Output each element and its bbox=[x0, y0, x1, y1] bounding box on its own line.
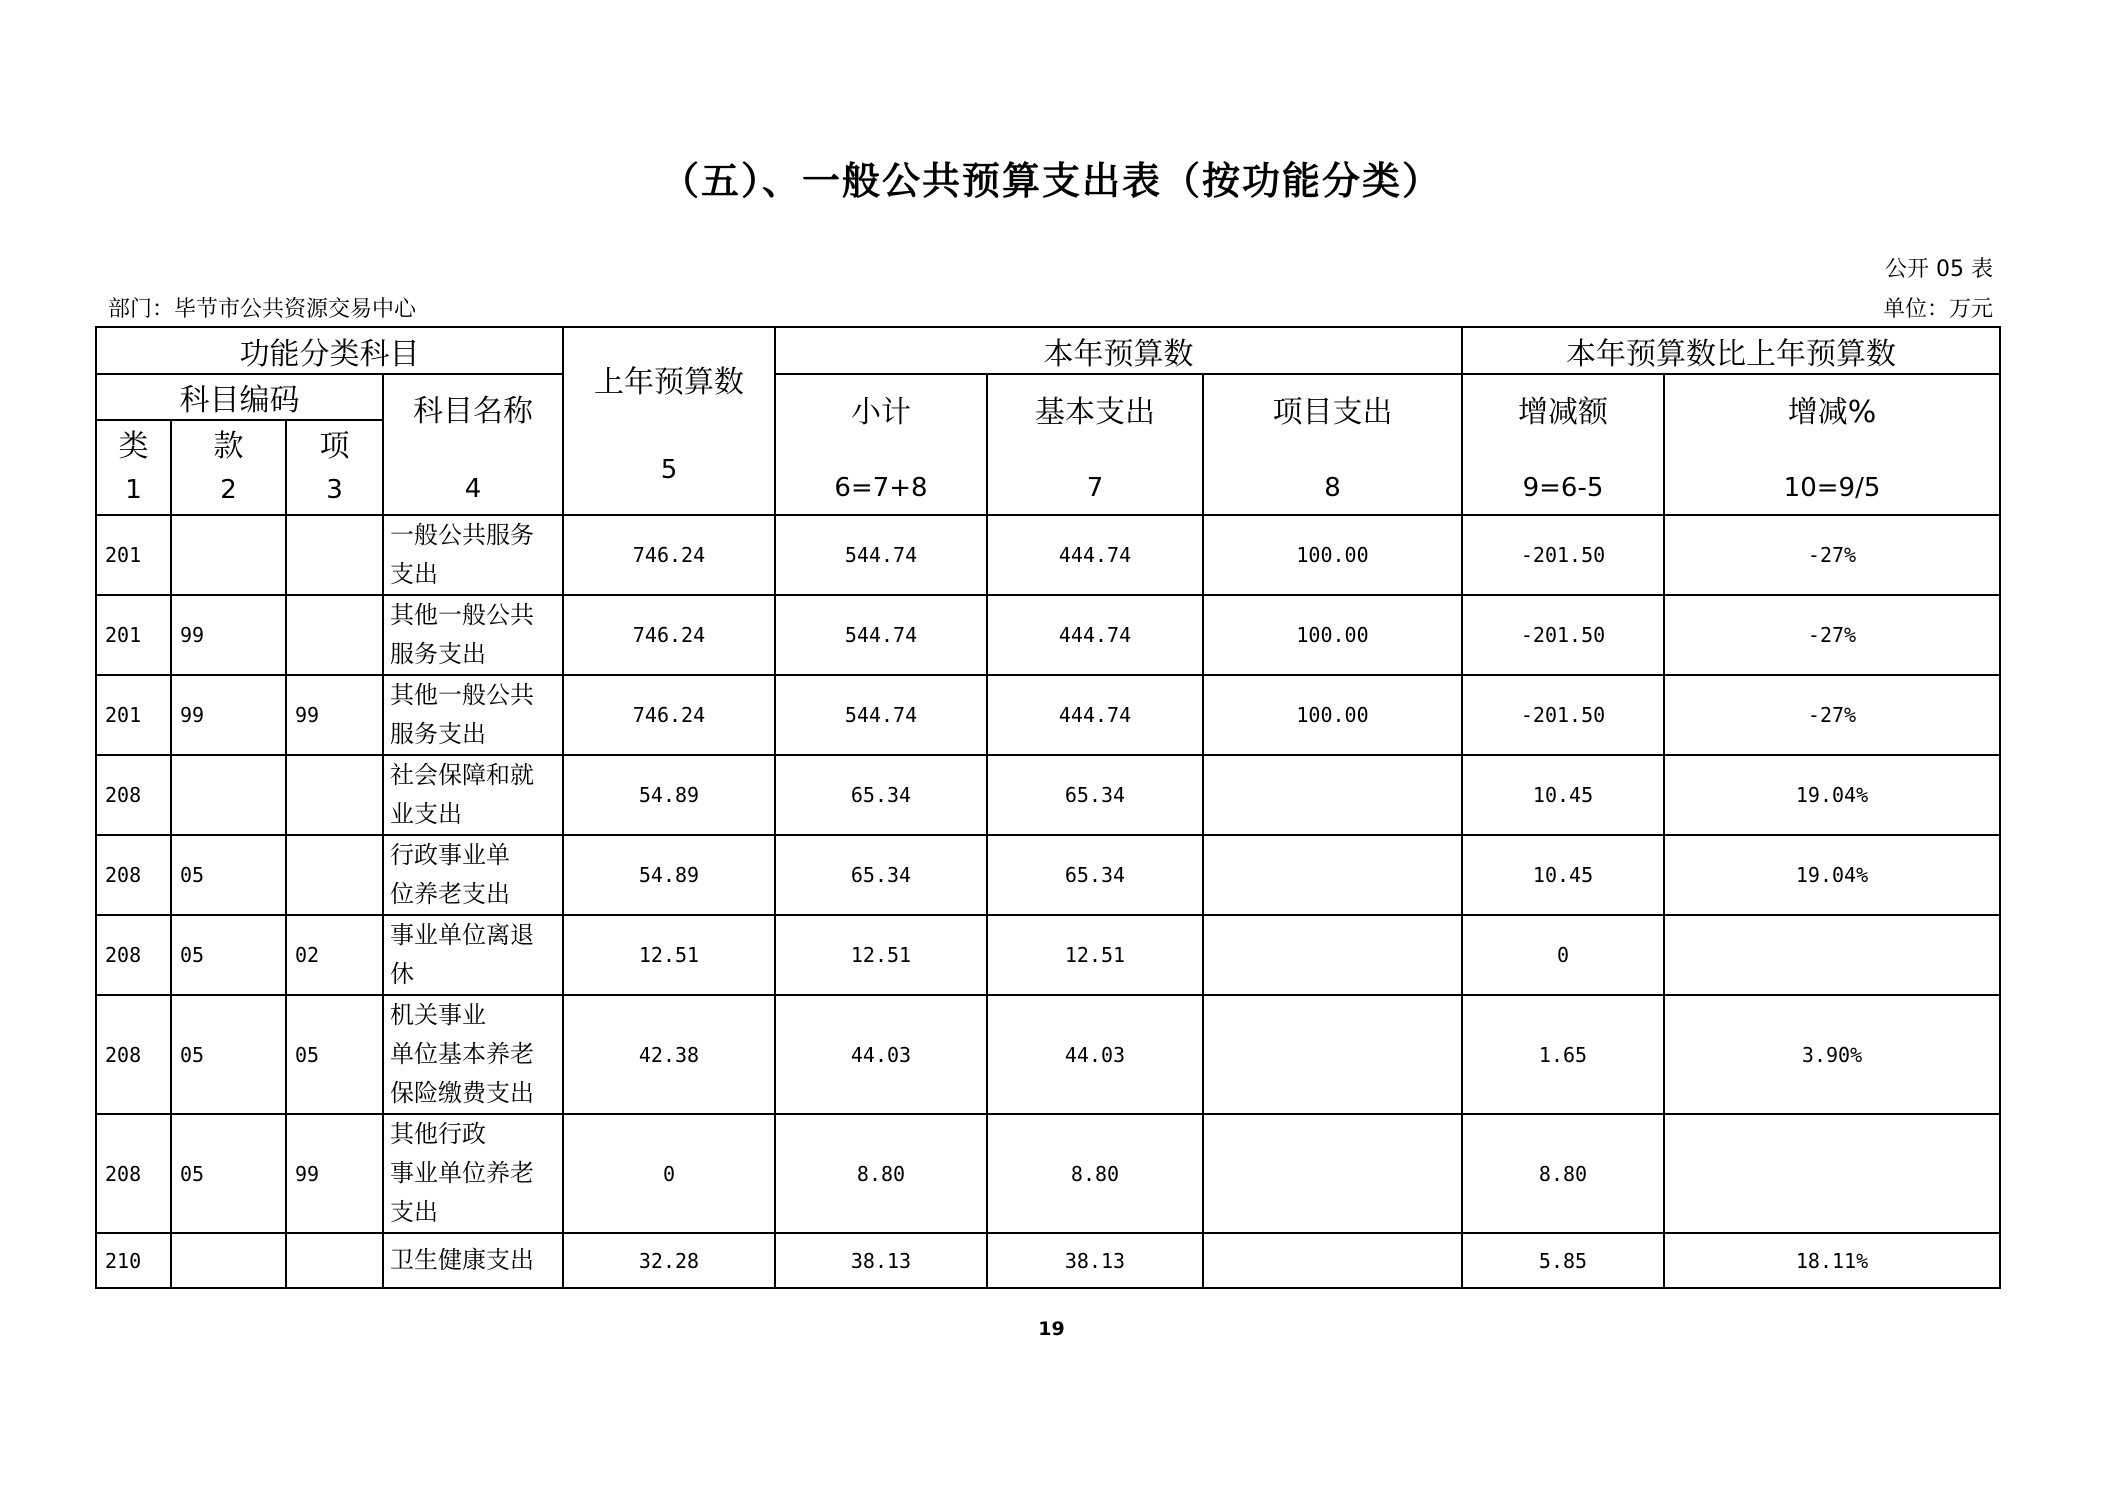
row-xiang bbox=[286, 835, 383, 915]
row-last-year: 12.51 bbox=[563, 915, 775, 995]
row-project: 100.00 bbox=[1203, 595, 1462, 675]
row-change-amount: -201.50 bbox=[1462, 515, 1664, 595]
table-row bbox=[96, 515, 2000, 595]
header-change-pct: 增减% 10=9/5 bbox=[1664, 374, 2000, 515]
row-name-line: 业支出 bbox=[390, 800, 462, 828]
row-name bbox=[383, 835, 563, 915]
row-name bbox=[383, 995, 563, 1114]
page-title: （五）、一般公共预算支出表（按功能分类） bbox=[660, 158, 1442, 203]
row-change-pct: 18.11% bbox=[1664, 1233, 2000, 1288]
row-change-pct bbox=[1664, 915, 2000, 995]
row-last-year: 746.24 bbox=[563, 595, 775, 675]
row-subtotal: 544.74 bbox=[775, 595, 987, 675]
header-current-group: 本年预算数 bbox=[775, 327, 1462, 374]
table-row bbox=[96, 1114, 2000, 1233]
row-name-line: 行政事业单 bbox=[390, 841, 510, 869]
row-last-year: 54.89 bbox=[563, 835, 775, 915]
row-name bbox=[383, 595, 563, 675]
page-number: 19 bbox=[1038, 1318, 1065, 1340]
header-basic: 基本支出 7 bbox=[987, 374, 1203, 515]
row-lei: 201 bbox=[96, 515, 171, 595]
row-name-line: 位养老支出 bbox=[390, 880, 510, 908]
header-change-amount: 增减额 9=6-5 bbox=[1462, 374, 1664, 515]
row-kuan: 99 bbox=[171, 675, 286, 755]
row-name-line: 机关事业 bbox=[390, 1001, 486, 1029]
row-name-line: 其他行政 bbox=[390, 1120, 486, 1148]
header-subtotal: 小计 6=7+8 bbox=[775, 374, 987, 515]
row-change-pct bbox=[1664, 1114, 2000, 1233]
row-change-pct: -27% bbox=[1664, 675, 2000, 755]
row-kuan: 05 bbox=[171, 835, 286, 915]
row-lei: 201 bbox=[96, 675, 171, 755]
header-kuan: 款 bbox=[171, 420, 286, 465]
row-name bbox=[383, 915, 563, 995]
header-idx-lei: 1 bbox=[96, 465, 171, 515]
row-subtotal: 65.34 bbox=[775, 755, 987, 835]
row-kuan bbox=[171, 515, 286, 595]
table-row bbox=[96, 675, 2000, 755]
row-subtotal: 8.80 bbox=[775, 1114, 987, 1233]
row-last-year: 746.24 bbox=[563, 675, 775, 755]
row-last-year: 42.38 bbox=[563, 995, 775, 1114]
row-change-amount: 0 bbox=[1462, 915, 1664, 995]
row-kuan: 05 bbox=[171, 915, 286, 995]
header-lei: 类 bbox=[96, 420, 171, 465]
header-name: 科目名称 4 bbox=[383, 374, 563, 515]
row-project bbox=[1203, 995, 1462, 1114]
row-kuan: 05 bbox=[171, 1114, 286, 1233]
row-basic: 8.80 bbox=[987, 1114, 1203, 1233]
row-name-line: 支出 bbox=[390, 1198, 438, 1226]
row-basic: 65.34 bbox=[987, 835, 1203, 915]
row-change-pct: 19.04% bbox=[1664, 755, 2000, 835]
row-basic: 444.74 bbox=[987, 675, 1203, 755]
row-change-pct: 19.04% bbox=[1664, 835, 2000, 915]
row-change-amount: 10.45 bbox=[1462, 755, 1664, 835]
row-xiang: 05 bbox=[286, 995, 383, 1114]
row-name-line: 支出 bbox=[390, 560, 438, 588]
table-number: 公开 05 表 bbox=[1885, 257, 1993, 282]
row-change-amount: 10.45 bbox=[1462, 835, 1664, 915]
row-lei: 208 bbox=[96, 995, 171, 1114]
table-row bbox=[96, 835, 2000, 915]
row-xiang bbox=[286, 595, 383, 675]
row-project: 100.00 bbox=[1203, 675, 1462, 755]
row-xiang bbox=[286, 755, 383, 835]
row-name-line: 其他一般公共 bbox=[390, 681, 534, 709]
row-name-line: 卫生健康支出 bbox=[390, 1246, 534, 1274]
row-name-line: 服务支出 bbox=[390, 640, 486, 668]
header-last-year: 上年预算数 5 bbox=[563, 327, 775, 515]
row-change-amount: 5.85 bbox=[1462, 1233, 1664, 1288]
row-lei: 208 bbox=[96, 915, 171, 995]
row-name bbox=[383, 1114, 563, 1233]
row-xiang: 99 bbox=[286, 1114, 383, 1233]
row-project bbox=[1203, 1233, 1462, 1288]
row-subtotal: 38.13 bbox=[775, 1233, 987, 1288]
row-lei: 208 bbox=[96, 1114, 171, 1233]
row-last-year: 746.24 bbox=[563, 515, 775, 595]
row-last-year: 32.28 bbox=[563, 1233, 775, 1288]
table-row bbox=[96, 915, 2000, 995]
row-lei: 208 bbox=[96, 755, 171, 835]
row-lei: 208 bbox=[96, 835, 171, 915]
row-project bbox=[1203, 835, 1462, 915]
row-basic: 444.74 bbox=[987, 595, 1203, 675]
row-name-line: 单位基本养老 bbox=[390, 1040, 534, 1068]
row-basic: 444.74 bbox=[987, 515, 1203, 595]
row-project bbox=[1203, 755, 1462, 835]
unit-label: 单位：万元 bbox=[1882, 297, 1993, 322]
row-xiang bbox=[286, 1233, 383, 1288]
row-basic: 44.03 bbox=[987, 995, 1203, 1114]
row-name bbox=[383, 755, 563, 835]
row-xiang: 02 bbox=[286, 915, 383, 995]
row-subtotal: 544.74 bbox=[775, 675, 987, 755]
header-compare-group: 本年预算数比上年预算数 bbox=[1462, 327, 2000, 374]
row-change-pct: -27% bbox=[1664, 595, 2000, 675]
row-name bbox=[383, 1233, 563, 1288]
row-change-amount: -201.50 bbox=[1462, 595, 1664, 675]
header-project: 项目支出 8 bbox=[1203, 374, 1462, 515]
row-last-year: 54.89 bbox=[563, 755, 775, 835]
row-project bbox=[1203, 915, 1462, 995]
row-subtotal: 544.74 bbox=[775, 515, 987, 595]
row-project: 100.00 bbox=[1203, 515, 1462, 595]
budget-table bbox=[95, 326, 2001, 1289]
header-subject-group: 功能分类科目 bbox=[96, 327, 563, 374]
row-name bbox=[383, 675, 563, 755]
row-change-pct: -27% bbox=[1664, 515, 2000, 595]
row-basic: 38.13 bbox=[987, 1233, 1203, 1288]
row-subtotal: 65.34 bbox=[775, 835, 987, 915]
row-name-line: 休 bbox=[390, 960, 414, 988]
row-subtotal: 44.03 bbox=[775, 995, 987, 1114]
row-name-line: 其他一般公共 bbox=[390, 601, 534, 629]
row-change-amount: -201.50 bbox=[1462, 675, 1664, 755]
table-row bbox=[96, 595, 2000, 675]
header-idx-xiang: 3 bbox=[286, 465, 383, 515]
row-subtotal: 12.51 bbox=[775, 915, 987, 995]
header-idx-kuan: 2 bbox=[171, 465, 286, 515]
row-last-year: 0 bbox=[563, 1114, 775, 1233]
row-lei: 201 bbox=[96, 595, 171, 675]
department-label: 部门：毕节市公共资源交易中心 bbox=[108, 297, 417, 322]
row-kuan bbox=[171, 1233, 286, 1288]
table-row bbox=[96, 995, 2000, 1114]
row-kuan: 99 bbox=[171, 595, 286, 675]
header-code: 科目编码 bbox=[96, 374, 383, 420]
row-name-line: 保险缴费支出 bbox=[390, 1079, 534, 1107]
row-change-pct: 3.90% bbox=[1664, 995, 2000, 1114]
header-xiang: 项 bbox=[286, 420, 383, 465]
row-name-line: 事业单位养老 bbox=[390, 1159, 534, 1187]
row-change-amount: 8.80 bbox=[1462, 1114, 1664, 1233]
row-name-line: 社会保障和就 bbox=[390, 761, 534, 789]
row-basic: 12.51 bbox=[987, 915, 1203, 995]
row-name bbox=[383, 515, 563, 595]
row-xiang bbox=[286, 515, 383, 595]
table-row bbox=[96, 1233, 2000, 1288]
row-project bbox=[1203, 1114, 1462, 1233]
row-name-line: 一般公共服务 bbox=[390, 521, 534, 549]
row-lei: 210 bbox=[96, 1233, 171, 1288]
row-name-line: 服务支出 bbox=[390, 720, 486, 748]
row-change-amount: 1.65 bbox=[1462, 995, 1664, 1114]
table-row bbox=[96, 755, 2000, 835]
row-name-line: 事业单位离退 bbox=[390, 921, 534, 949]
row-kuan: 05 bbox=[171, 995, 286, 1114]
row-kuan bbox=[171, 755, 286, 835]
row-basic: 65.34 bbox=[987, 755, 1203, 835]
row-xiang: 99 bbox=[286, 675, 383, 755]
